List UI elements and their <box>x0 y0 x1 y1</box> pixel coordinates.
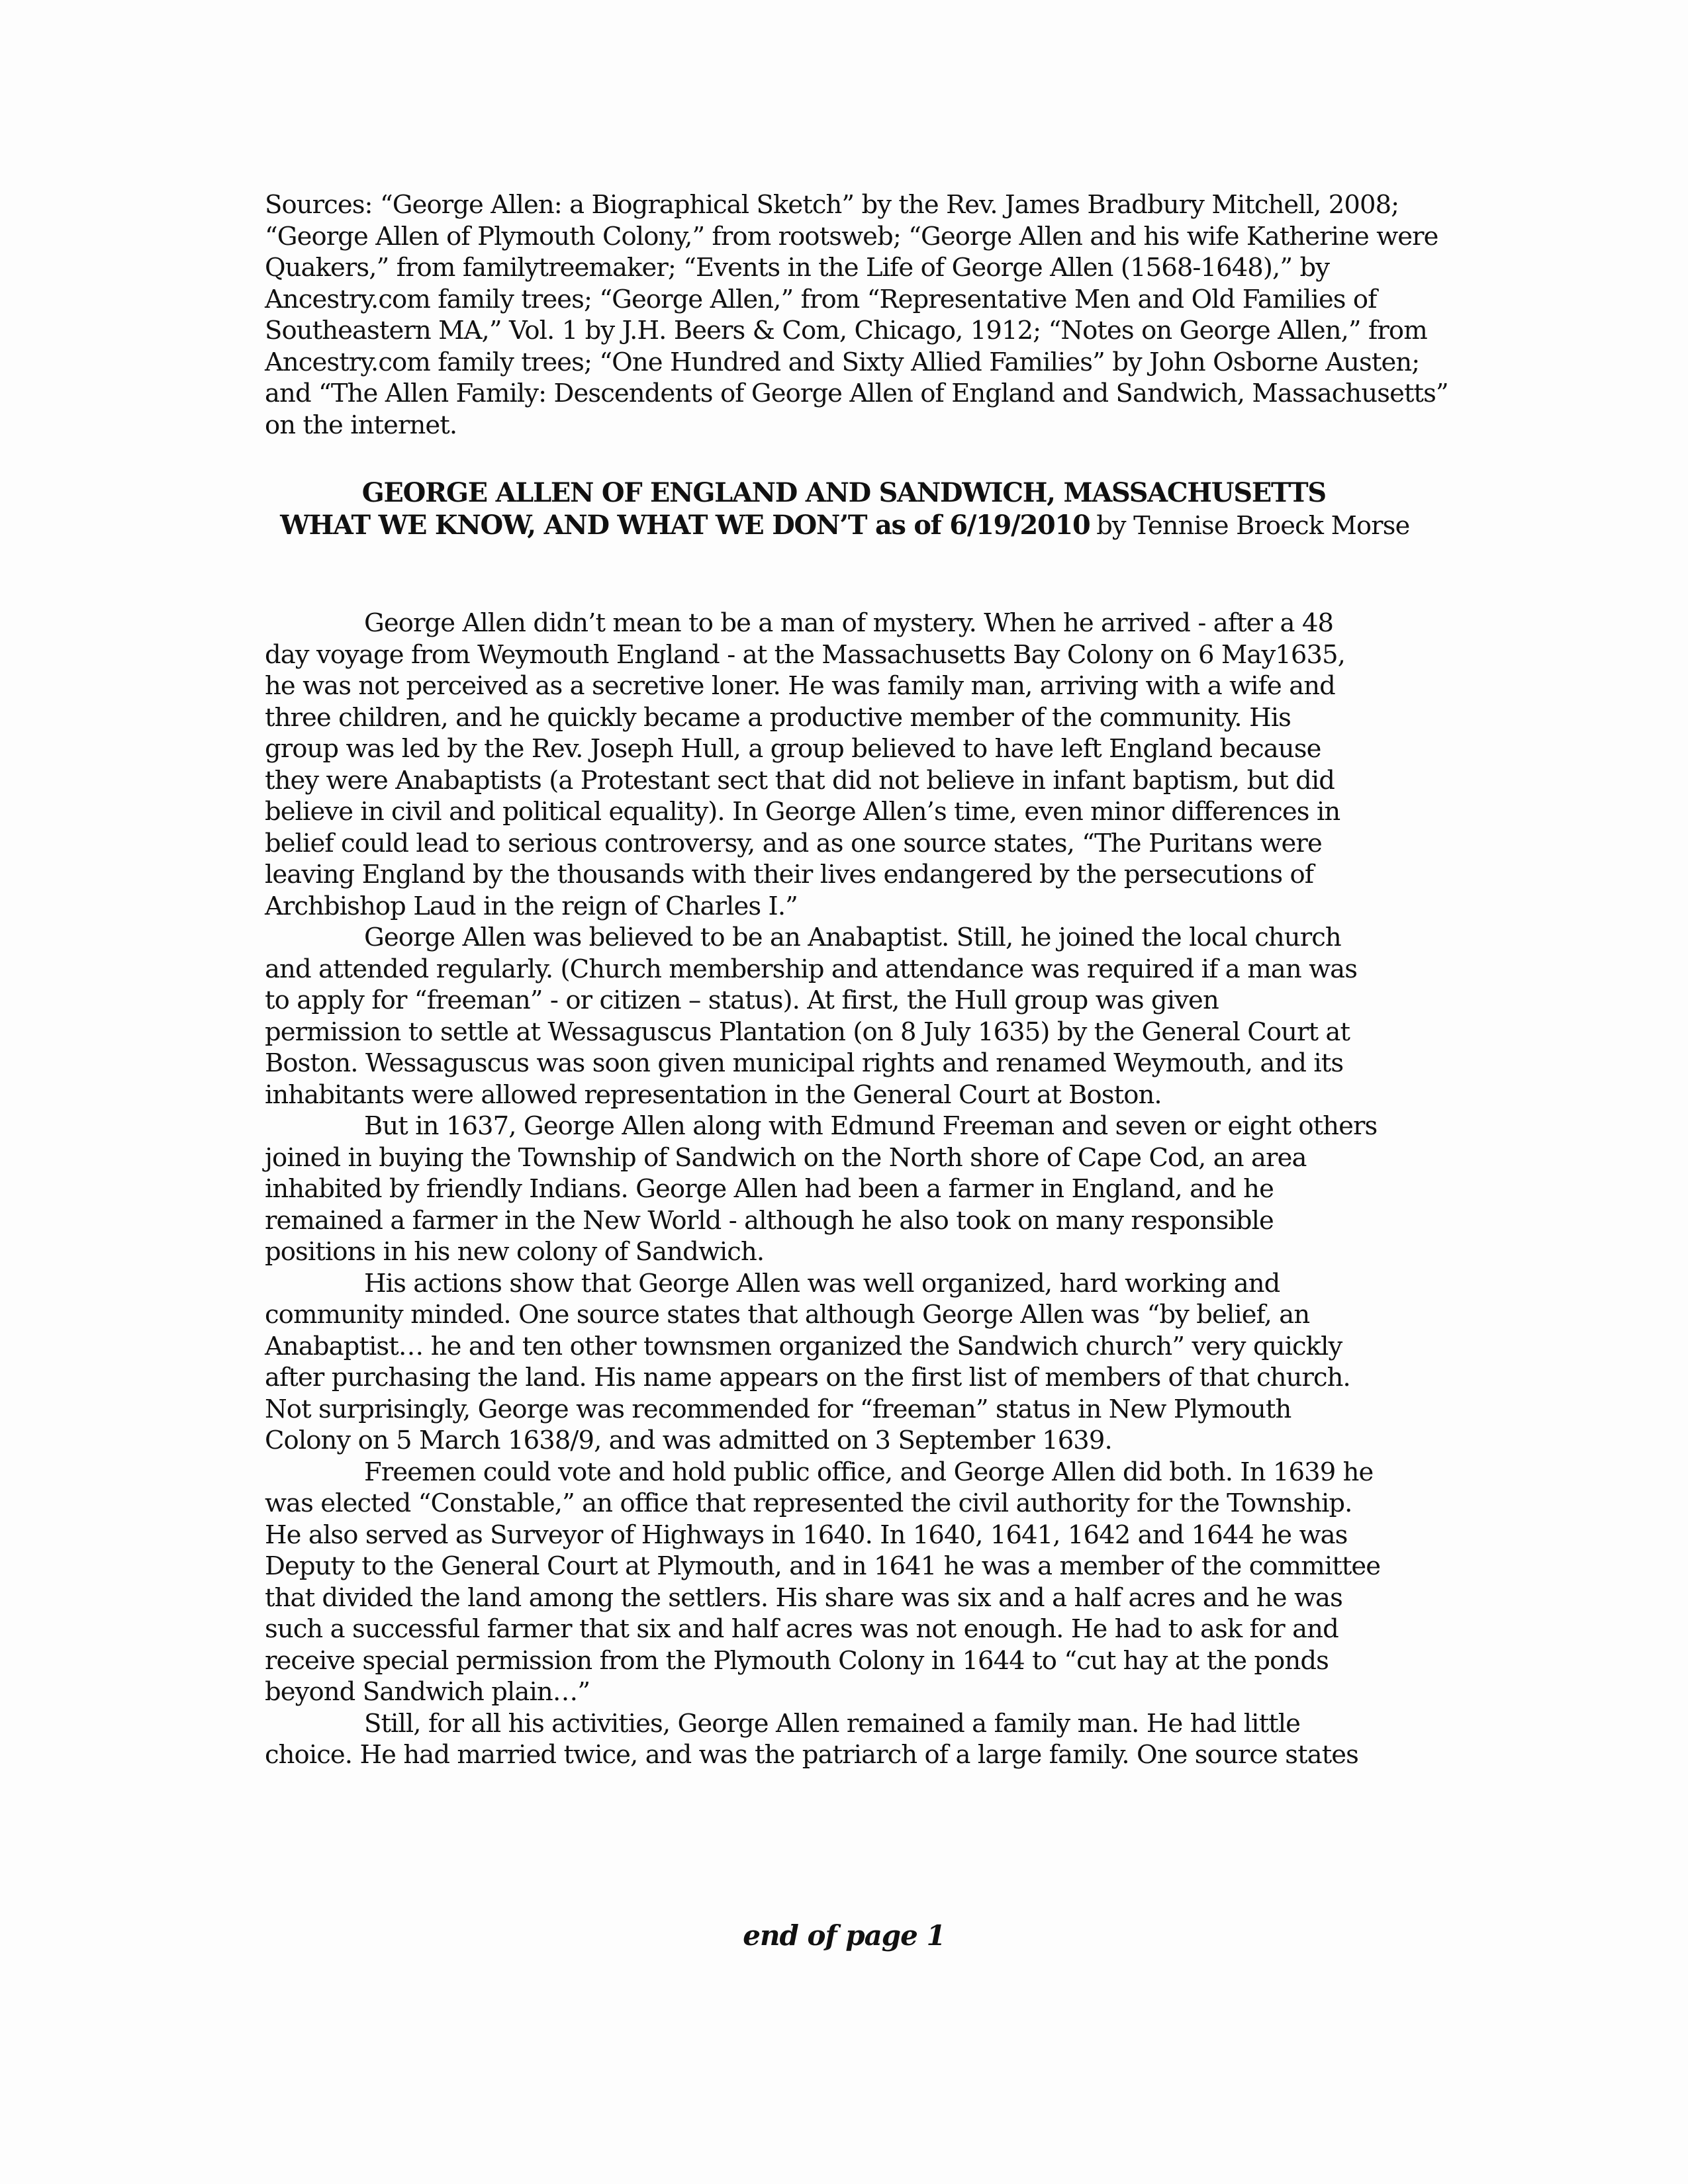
sources-line: Ancestry.com family trees; “One Hundred and Sixty Allied Families” by John Osborne Austen; <box>265 347 1420 377</box>
article-body <box>265 608 1470 1771</box>
body-line: they were Anabaptists (a Protestant sect that did not believe in infant baptism, but did <box>265 765 1335 796</box>
body-line: choice. He had married twice, and was the patriarch of a large family. One source states <box>265 1740 1359 1770</box>
body-line: receive special permission from the Plymouth Colony in 1644 to “cut hay at the ponds <box>265 1645 1329 1676</box>
page-footer <box>0 1919 1688 1952</box>
sources-paragraph <box>265 189 1470 441</box>
paragraph-first-line: George Allen didn’t mean to be a man of mystery. When he arrived - after a 48 <box>364 608 1334 638</box>
body-line: Colony on 5 March 1638/9, and was admitted on 3 September 1639. <box>265 1426 1112 1455</box>
sources-line: on the internet. <box>265 410 457 440</box>
paragraph-first-line: Still, for all his activities, George Allen remained a family man. He had little <box>364 1708 1301 1739</box>
sources-line: Southeastern MA,” Vol. 1 by J.H. Beers & Com, Chicago, 1912; “Notes on George Allen,” from <box>265 316 1427 345</box>
body-line: Deputy to the General Court at Plymouth, and in 1641 he was a member of the committee <box>265 1551 1381 1581</box>
paragraph-first-line: George Allen was believed to be an Anabaptist. Still, he joined the local church <box>364 923 1341 952</box>
body-line: inhabited by friendly Indians. George Allen had been a farmer in England, and he <box>265 1174 1274 1204</box>
body-line: joined in buying the Township of Sandwich on the North shore of Cape Cod, an area <box>265 1142 1307 1173</box>
body-line: leaving England by the thousands with their lives endangered by the persecutions of <box>265 860 1314 889</box>
body-line: positions in his new colony of Sandwich. <box>265 1237 765 1267</box>
paragraph-first-line: But in 1637, George Allen along with Edmund Freeman and seven or eight others <box>364 1111 1378 1141</box>
body-line: believe in civil and political equality). In George Allen’s time, even minor differences in <box>265 797 1340 827</box>
body-line: was elected “Constable,” an office that represented the civil authority for the Township. <box>265 1488 1352 1518</box>
body-line: inhabitants were allowed representation in the General Court at Boston. <box>265 1079 1162 1110</box>
body-line: community minded. One source states that although George Allen was “by belief, an <box>265 1300 1310 1330</box>
body-line: beyond Sandwich plain…” <box>265 1677 590 1707</box>
body-line: Boston. Wessaguscus was soon given municipal rights and renamed Weymouth, and its <box>265 1048 1344 1078</box>
body-line: to apply for “freeman” - or citizen – status). At first, the Hull group was given <box>265 985 1219 1015</box>
body-line: group was led by the Rev. Joseph Hull, a group believed to have left England because <box>265 734 1321 764</box>
paragraph-first-line: His actions show that George Allen was well organized, hard working and <box>364 1268 1280 1298</box>
author-byline: by Tennise Broeck Morse <box>1096 511 1410 541</box>
body-line: three children, and he quickly became a productive member of the community. His <box>265 702 1291 733</box>
body-line: He also served as Surveyor of Highways in 1640. In 1640, 1641, 1642 and 1644 he was <box>265 1520 1348 1550</box>
body-line: permission to settle at Wessaguscus Plantation (on 8 July 1635) by the General Court at <box>265 1017 1350 1047</box>
body-line: remained a farmer in the New World - although he also took on many responsible <box>265 1205 1274 1236</box>
body-line: day voyage from Weymouth England - at the Massachusetts Bay Colony on 6 May1635, <box>265 639 1346 670</box>
body-line: after purchasing the land. His name appears on the first list of members of that church. <box>265 1363 1350 1392</box>
sources-line: Ancestry.com family trees; “George Allen,” from “Representative Men and Old Families of <box>265 284 1377 314</box>
article-title-line-2: WHAT WE KNOW, AND WHAT WE DON’T as of 6/19/2010 <box>279 510 1090 541</box>
body-line: such a successful farmer that six and half acres was not enough. He had to ask for and <box>265 1614 1338 1644</box>
body-line: belief could lead to serious controversy, and as one source states, “The Puritans were <box>265 828 1322 858</box>
body-line: he was not perceived as a secretive loner. He was family man, arriving with a wife and <box>265 671 1335 701</box>
article-header <box>199 477 1489 541</box>
paragraph-first-line: Freemen could vote and hold public office, and George Allen did both. In 1639 he <box>364 1457 1374 1487</box>
body-line: that divided the land among the settlers. His share was six and a half acres and he was <box>265 1582 1342 1613</box>
body-line: Not surprisingly, George was recommended for “freeman” status in New Plymouth <box>265 1394 1291 1424</box>
sources-line: “George Allen of Plymouth Colony,” from rootsweb; “George Allen and his wife Katherine were <box>265 221 1438 251</box>
sources-line: Quakers,” from familytreemaker; “Events in the Life of George Allen (1568-1648),” by <box>265 253 1330 283</box>
body-line: Archbishop Laud in the reign of Charles I.” <box>265 891 798 921</box>
article-title-line-1: GEORGE ALLEN OF ENGLAND AND SANDWICH, MASSACHUSETTS <box>361 477 1327 508</box>
end-of-page-label: end of page 1 <box>743 1919 945 1952</box>
sources-line: and “The Allen Family: Descendents of George Allen of England and Sandwich, Massachusetts” <box>265 379 1448 408</box>
sources-line: Sources: “George Allen: a Biographical Sketch” by the Rev. James Bradbury Mitchell, 2008; <box>265 190 1399 220</box>
body-line: Anabaptist… he and ten other townsmen organized the Sandwich church” very quickly <box>265 1331 1342 1361</box>
body-line: and attended regularly. (Church membership and attendance was required if a man was <box>265 954 1358 984</box>
